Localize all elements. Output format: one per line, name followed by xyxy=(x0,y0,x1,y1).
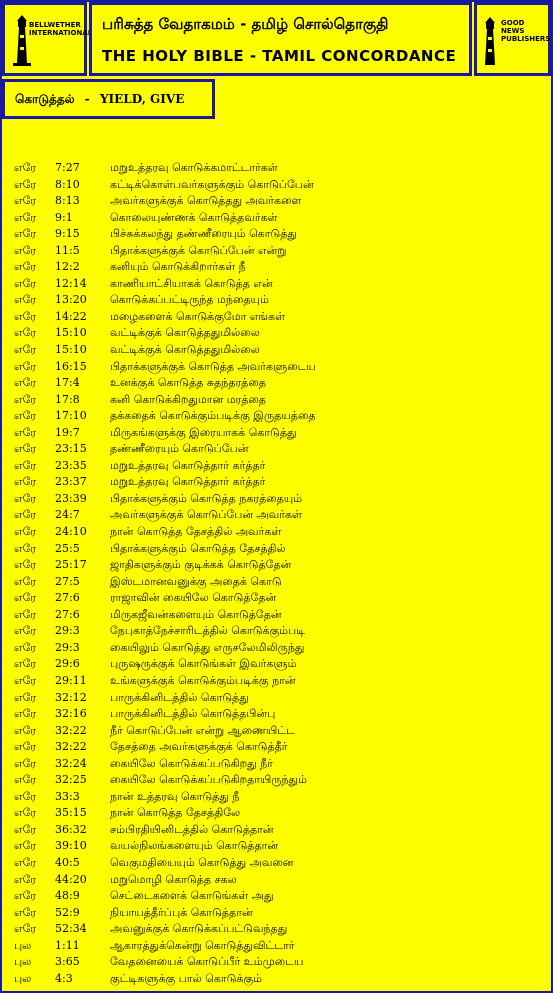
verse-text: மறுஉத்தரவு கொடுத்தார் கர்த்தர் xyxy=(110,475,266,489)
verse-text: ஜாதிகளுக்கும் குடிக்கக் கொடுத்தேன் xyxy=(110,558,292,572)
book-abbrev: எரே xyxy=(14,707,37,721)
book-abbrev: எரே xyxy=(14,541,37,555)
book-abbrev: புல xyxy=(14,955,32,969)
verse-ref: 32:22 xyxy=(55,740,87,754)
book-abbrev: எரே xyxy=(14,227,37,241)
book-abbrev: எரே xyxy=(14,343,37,357)
book-abbrev: எரே xyxy=(14,740,37,754)
book-abbrev: எரே xyxy=(14,690,37,704)
book-abbrev: எரே xyxy=(14,922,37,936)
verse-text: வெகுமதியையும் கொடுத்து அவனை xyxy=(110,855,294,869)
verse-text: பிச்சுக்கலந்து தண்ணீரையும் கொடுத்து xyxy=(110,227,297,241)
book-abbrev: புல xyxy=(14,938,32,952)
verse-ref: 19:7 xyxy=(55,425,80,439)
book-abbrev: எரே xyxy=(14,806,37,820)
verse-text: தண்ணீரையும் கொடுப்பேன் xyxy=(110,442,249,456)
verse-text: ராஜாவின் கையிலே கொடுத்தேன் xyxy=(110,591,277,605)
book-abbrev: எரே xyxy=(14,491,37,505)
topic-tamil: கொடுத்தல் xyxy=(15,92,75,106)
book-abbrev: எரே xyxy=(14,574,37,588)
book-abbrev: எரே xyxy=(14,475,37,489)
verse-text: பிதாக்களுக்குக் கொடுத்த அவர்களுடைய xyxy=(110,359,316,373)
book-abbrev: எரே xyxy=(14,309,37,323)
book-abbrev: எரே xyxy=(14,673,37,687)
verse-text: மறுமொழி கொடுத்த சகல xyxy=(110,872,237,886)
verse-text: வட்டிக்குக் கொடுத்ததுமில்லை xyxy=(110,326,260,340)
book-abbrev: எரே xyxy=(14,872,37,886)
title-banner xyxy=(89,2,472,76)
verse-text: கையிலே கொடுக்கப்படுகிறதாயிருந்தும் xyxy=(110,773,307,787)
verse-text: கனியும் கொடுக்கிறார்கள் நீ xyxy=(110,260,246,274)
bellwether-logo xyxy=(2,2,93,76)
book-abbrev: எரே xyxy=(14,293,37,307)
verse-text: பிதாக்களுக்கும் கொடுத்த தேசத்தில் xyxy=(110,541,286,555)
verse-text: நீர் கொடுப்பேன் என்று ஆணையிட்ட xyxy=(110,723,295,737)
book-abbrev: எரே xyxy=(14,640,37,654)
verse-ref: 7:27 xyxy=(55,161,80,174)
verse-text: உனக்குக் கொடுத்த சுதந்தரத்தை xyxy=(110,376,266,390)
verse-text: குட்டிகளுக்கு பால் கொடுக்கும் xyxy=(110,971,263,985)
verse-text: நேபுகாத்நேச்சாரிடத்தில் கொடுக்கும்படி xyxy=(110,624,305,638)
verse-ref: 27:6 xyxy=(55,607,80,621)
verse-text: கொலையுண்ணக் கொடுத்தவர்கள் xyxy=(110,210,278,224)
verse-text: புருஷருக்குக் கொடுங்கள் இவர்களும் xyxy=(110,657,297,671)
verse-ref: 23:39 xyxy=(55,491,87,505)
book-abbrev: எரே xyxy=(14,243,37,257)
verse-text: வேதனையைக் கொடுப்பீர் உம்முடைய xyxy=(110,955,304,969)
book-abbrev: எரே xyxy=(14,822,37,836)
verse-ref: 32:24 xyxy=(55,756,87,770)
verse-text: அவர்களுக்குக் கொடுத்தது அவர்களை xyxy=(110,194,302,208)
verse-text: கையிலே கொடுக்கப்படுகிறது நீர் xyxy=(110,756,273,770)
verse-ref: 17:4 xyxy=(55,376,80,390)
book-abbrev: எரே xyxy=(14,161,37,174)
title-english: THE HOLY BIBLE - TAMIL CONCORDANCE xyxy=(102,47,457,65)
topic-english: YIELD, GIVE xyxy=(99,92,185,106)
verse-text: நான் கொடுத்த தேசத்திலே xyxy=(110,806,241,820)
verse-ref: 33:3 xyxy=(55,789,80,803)
verse-text: வட்டிக்குக் கொடுத்ததுமில்லை xyxy=(110,343,260,357)
verse-ref: 16:15 xyxy=(55,359,87,373)
book-abbrev: புல xyxy=(14,971,32,985)
verse-ref: 24:7 xyxy=(55,508,80,522)
good-news-logo xyxy=(474,2,551,76)
verse-text: கையிலும் கொடுத்து எருசலேமிலிருந்து xyxy=(110,640,305,654)
verse-ref: 9:15 xyxy=(55,227,80,241)
verse-ref: 15:10 xyxy=(55,326,87,340)
book-abbrev: எரே xyxy=(14,260,37,274)
book-abbrev: எரே xyxy=(14,392,37,406)
book-abbrev: எரே xyxy=(14,839,37,853)
book-abbrev: எரே xyxy=(14,607,37,621)
verse-text: அவனுக்குக் கொடுக்கப்பட்டுவந்தது xyxy=(110,922,288,936)
verse-text: நான் உத்தரவு கொடுத்து நீ xyxy=(110,789,240,803)
verse-ref: 24:10 xyxy=(55,525,87,539)
verse-ref: 32:16 xyxy=(55,707,87,721)
book-abbrev: எரே xyxy=(14,855,37,869)
verse-text: கொடுக்கப்பட்டிருந்த மந்தையும் xyxy=(110,293,269,307)
book-abbrev: எரே xyxy=(14,442,37,456)
book-abbrev: எரே xyxy=(14,558,37,572)
verse-ref: 32:22 xyxy=(55,723,87,737)
verse-ref: 3:65 xyxy=(55,955,80,969)
verse-ref: 17:8 xyxy=(55,392,80,406)
book-abbrev: எரே xyxy=(14,905,37,919)
verse-ref: 48:9 xyxy=(55,889,80,903)
verse-text: தேசத்தை அவர்களுக்குக் கொடுத்தீர் xyxy=(110,740,288,754)
book-abbrev: எரே xyxy=(14,525,37,539)
verse-ref: 35:15 xyxy=(55,806,87,820)
verse-ref: 1:11 xyxy=(55,938,80,952)
verse-ref: 29:3 xyxy=(55,640,80,654)
left-logo-text: BELLWETHER INTERNATIONAL xyxy=(29,21,93,37)
book-abbrev: எரே xyxy=(14,326,37,340)
verse-ref: 12:14 xyxy=(55,276,87,290)
book-abbrev: எரே xyxy=(14,591,37,605)
book-abbrev: எரே xyxy=(14,359,37,373)
verse-ref: 52:9 xyxy=(55,905,80,919)
verse-ref: 39:10 xyxy=(55,839,87,853)
book-abbrev: எரே xyxy=(14,756,37,770)
verse-text: மறுஉத்தரவு கொடுத்தார் கர்த்தர் xyxy=(110,458,266,472)
verse-ref: 23:37 xyxy=(55,475,87,489)
book-abbrev: எரே xyxy=(14,458,37,472)
right-logo-text: GOOD NEWS PUBLISHERS xyxy=(501,19,551,43)
book-abbrev: எரே xyxy=(14,409,37,423)
book-abbrev: எரே xyxy=(14,624,37,638)
verse-text: ஆகாரத்துக்கென்று கொடுத்துவிட்டார் xyxy=(110,938,295,952)
book-abbrev: எரே xyxy=(14,789,37,803)
verse-text: தக்கதைக் கொடுக்கும்படிக்கு இருதயத்தை xyxy=(110,409,316,423)
verse-ref: 29:3 xyxy=(55,624,80,638)
verse-ref: 13:20 xyxy=(55,293,87,307)
verse-ref: 4:3 xyxy=(55,971,73,985)
verse-ref: 11:5 xyxy=(55,243,80,257)
verse-ref: 14:22 xyxy=(55,309,87,323)
verse-ref: 27:6 xyxy=(55,591,80,605)
verse-ref: 9:1 xyxy=(55,210,73,224)
title-tamil: பரிசுத்த வேதாகமம் - தமிழ் சொல்தொகுதி xyxy=(102,15,389,33)
verse-ref: 32:25 xyxy=(55,773,87,787)
verse-ref: 8:13 xyxy=(55,194,80,208)
verse-text: பிதாக்களுக்கும் கொடுத்த நகரத்தையும் xyxy=(110,491,303,505)
verse-ref: 17:10 xyxy=(55,409,87,423)
verse-ref: 29:6 xyxy=(55,657,80,671)
verse-text: நான் கொடுத்த தேசத்தில் அவர்கள் xyxy=(110,525,282,539)
verse-ref: 15:10 xyxy=(55,343,87,357)
verse-text: நியாயத்தீர்ப்புக் கொடுத்தான் xyxy=(110,905,253,919)
book-abbrev: எரே xyxy=(14,657,37,671)
topic-separator: - xyxy=(84,92,90,106)
book-abbrev: எரே xyxy=(14,889,37,903)
book-abbrev: எரே xyxy=(14,773,37,787)
book-abbrev: எரே xyxy=(14,276,37,290)
book-abbrev: எரே xyxy=(14,723,37,737)
verse-ref: 44:20 xyxy=(55,872,87,886)
verse-ref: 25:5 xyxy=(55,541,80,555)
verse-ref: 29:11 xyxy=(55,673,87,687)
verse-text: காணியாட்சியாகக் கொடுத்த என் xyxy=(110,276,273,290)
verse-text: பிதாக்களுக்குக் கொடுப்பேன் என்று xyxy=(110,243,287,257)
verse-ref: 40:5 xyxy=(55,855,80,869)
verse-ref: 36:32 xyxy=(55,822,87,836)
verse-text: மறுஉத்தரவு கொடுக்கமாட்டார்கள் xyxy=(110,161,278,174)
verse-ref: 27:5 xyxy=(55,574,80,588)
verse-text: மிருகஜீவன்களையும் கொடுத்தேன் xyxy=(110,607,282,621)
verse-text: மிருகங்களுக்கு இரையாகக் கொடுத்து xyxy=(110,425,297,439)
verse-text: வயல்நிலங்களையும் கொடுத்தான் xyxy=(110,839,279,853)
verse-ref: 52:34 xyxy=(55,922,87,936)
verse-text: சம்பிரதியினிடத்தில் கொடுத்தான் xyxy=(110,822,274,836)
book-abbrev: எரே xyxy=(14,508,37,522)
verse-text: செட்டைகளைக் கொடுங்கள் அது xyxy=(110,889,274,903)
book-abbrev: எரே xyxy=(14,210,37,224)
verse-text: கனி கொடுக்கிறதுமான மரத்தை xyxy=(110,392,266,406)
verse-text: உங்களுக்குக் கொடுக்கும்படிக்கு நான் xyxy=(110,673,296,687)
verse-text: இஸ்டமானவனுக்கு அதைக் கொடு xyxy=(110,574,282,588)
book-abbrev: எரே xyxy=(14,425,37,439)
verse-ref: 8:10 xyxy=(55,177,80,191)
verse-text: கட்டிக்கொள்பவர்களுக்கும் கொடுப்பேன் xyxy=(110,177,314,191)
verse-text: அவர்களுக்குக் கொடுப்பேன் அவர்கள் xyxy=(110,508,302,522)
verse-ref: 25:17 xyxy=(55,558,87,572)
verse-ref: 12:2 xyxy=(55,260,80,274)
topic-heading xyxy=(2,79,215,119)
verse-ref: 23:35 xyxy=(55,458,87,472)
verse-text: பாருக்கினிடத்தில் கொடுத்து xyxy=(110,690,249,704)
verse-ref: 32:12 xyxy=(55,690,87,704)
verse-text: மழைகளைக் கொடுக்குமோ எங்கள் xyxy=(110,309,286,323)
book-abbrev: எரே xyxy=(14,376,37,390)
book-abbrev: எரே xyxy=(14,194,37,208)
book-abbrev: எரே xyxy=(14,177,37,191)
verse-ref: 23:15 xyxy=(55,442,87,456)
verse-text: பாருக்கினிடத்தில் கொடுத்தபின்பு xyxy=(110,707,276,721)
